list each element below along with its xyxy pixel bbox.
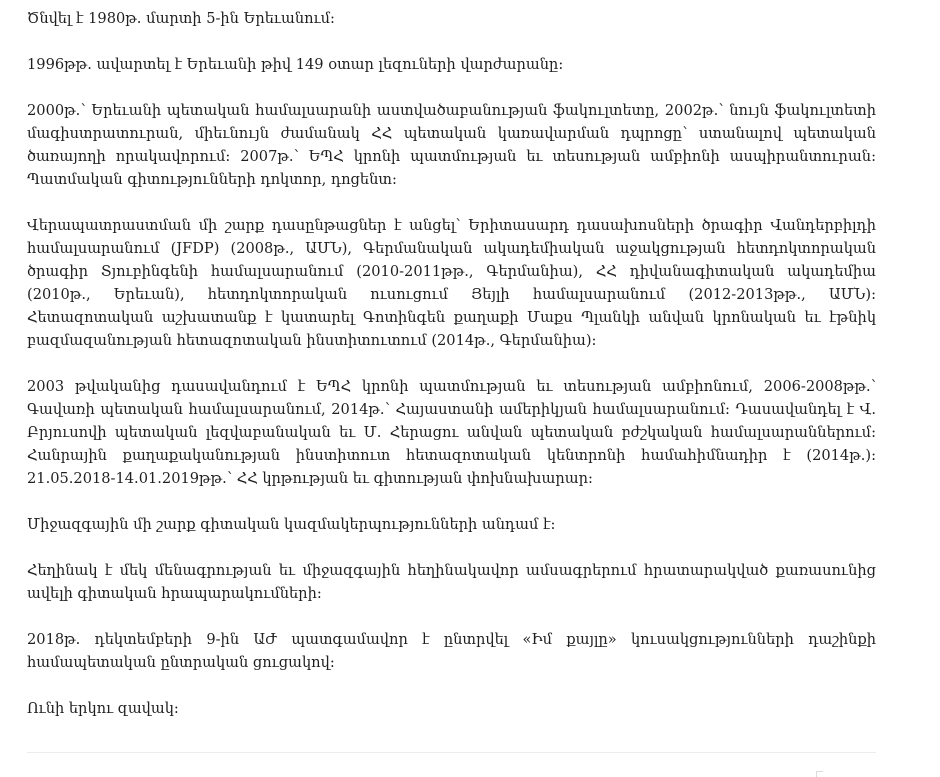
paragraph-memberships: Միջազգային մի շարք գիտական կազմակերպությունների անդամ է: [27,516,556,533]
paragraph-teaching: 2003 թվականից դասավանդում է ԵՊՀ կրոնի պատմության եւ տեսության ամբիոնում, 2006-2008թթ.՝ Գավառի պետական համալսարանում, 2014թ.՝ Հայաստանի ամերիկյան համալսարանում: Դասավանդել է Վ. Բրյուսովի պետական լեզվաբանական եւ Մ. Հերացու անվան պետական բժշկական համալսարաններում: Հանրային քաղաքականության ինստիտուտ հետազոտական կենտրոնի համահիմնադիր է (2014թ.): 21.05.2018-14.01.2019թթ.՝ ՀՀ կրթության եւ գիտության փոխնախարար: [27,378,876,487]
biography-article [27,0,876,743]
paragraph-publications: Հեղինակ է մեկ մենագրության եւ միջազգային հեղինակավոր ամսագրերում հրատարակված քառասունից ավելի գիտական հրապարակումների: [27,562,876,602]
paragraph-training: Վերապատրաստման մի շարք դասընթացներ է անցել՝ Երիտասարդ դասախոսների ծրագիր Վանդերբիլդի համալսարանում (JFDP) (2008թ., ԱՄՆ), Գերմանական ակադեմիական աջակցության հետդոկտորական ծրագիր Տյուբինգենի համալսարանում (2010-2011թթ., Գերմանիա), ՀՀ դիվանագիտական ակադեմիա (2010թ., Երեւան), հետդոկտորական ուսուցում Յեյլի համալսարանում (2012-2013թթ., ԱՄՆ): Հետազոտական աշխատանք է կատարել Գոտինգեն քաղաքի Մաքս Պլանկի անվան կրոնական եւ էթնիկ բազմազանության հետազոտական ինստիտուտում (2014թ., Գերմանիա): [27,217,876,349]
scroll-corner-mark [816,771,823,777]
paragraph-family: Ունի երկու զավակ: [27,700,179,717]
content-divider [27,752,876,753]
paragraph-school: 1996թթ. ավարտել է Երեւանի թիվ 149 օտար լեզուների վարժարանը: [27,56,564,73]
paragraph-election: 2018թ. դեկտեմբերի 9-ին ԱԺ պատգամավոր է ընտրվել «Իմ քայլը» կուսակցությունների դաշինքի համապետական ընտրական ցուցակով: [27,631,876,671]
paragraph-birth: Ծնվել է 1980թ. մարտի 5-ին Երեւանում: [27,10,335,27]
paragraph-education: 2000թ.՝ Երեւանի պետական համալսարանի աստվածաբանության ֆակուլտետը, 2002թ.՝ նույն ֆակուլտետի մագիստրատուրան, միեւնույն ժամանակ ՀՀ պետական կառավարման դպրոցը՝ ստանալով պետական ծառայողի որակավորում: 2007թ.՝ ԵՊՀ կրոնի պատմության եւ տեսության ամբիոնի ասպիրանտուրան: Պատմական գիտությունների դոկտոր, դոցենտ: [27,102,876,188]
